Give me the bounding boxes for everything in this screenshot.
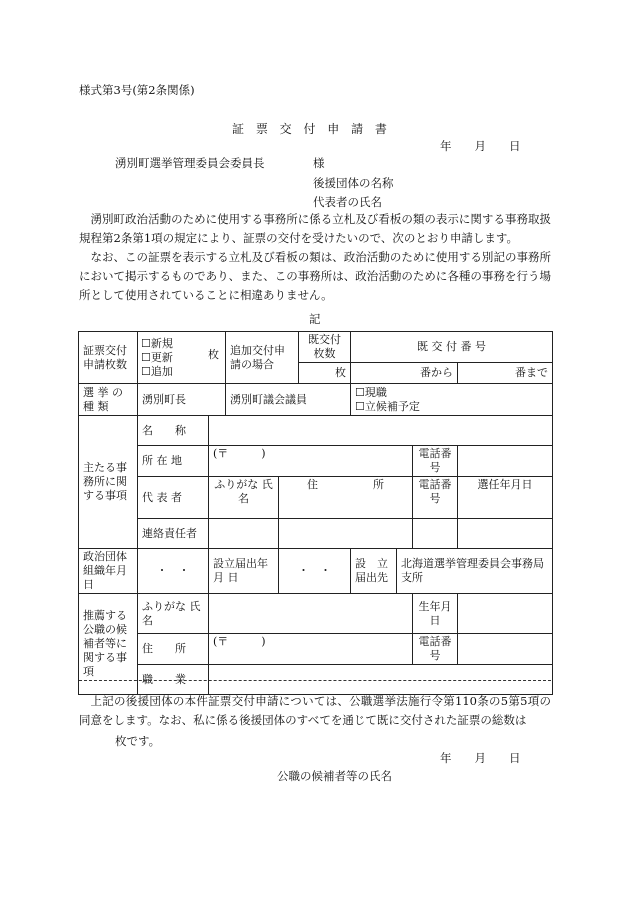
candidate-plan-checkbox[interactable]: ☐立候補予定: [355, 399, 420, 413]
separator-line: [79, 680, 551, 681]
rep-furigana-name-label: ふりがな 氏 名: [209, 477, 279, 519]
candidate-postal-field[interactable]: (〒 ): [209, 634, 413, 665]
ki-label: 記: [309, 312, 321, 326]
org-date-field[interactable]: ・ ・: [138, 549, 209, 594]
consent-date: 年 月 日: [440, 751, 521, 765]
office-phone-field[interactable]: [458, 446, 553, 477]
filing-dest-label: 設 立 届出先: [351, 549, 397, 594]
applicant-org-label: 後援団体の名称: [313, 176, 394, 190]
applicant-rep-label: 代表者の氏名: [313, 195, 382, 209]
contact-person-label: 連絡責任者: [138, 519, 209, 549]
rep-address-label: 住 所: [279, 477, 413, 519]
issued-count-label: 既交付枚数: [299, 332, 351, 363]
addressee: 湧別町選挙管理委員会委員長: [115, 156, 265, 170]
filing-destination: 北海道選挙管理委員会事務局 支所: [397, 549, 553, 594]
occupation-label: 職 業: [138, 665, 209, 695]
contact-phone-field[interactable]: [413, 519, 458, 549]
council-option: 湧別町議会議員: [226, 384, 351, 416]
application-table: [78, 331, 589, 695]
birth-date-label: 生年月日: [413, 594, 458, 634]
issued-count-unit: 枚: [299, 363, 351, 384]
application-paragraph: 湧別町政治活動のために使用する事務所に係る立札及び看板の類の表示に関する事務取扱規程第2条第1項の規定により、証票の交付を受けたいので、次のとおり申請します。: [79, 212, 551, 245]
org-date-label: 政治団体組織年月日: [79, 549, 138, 594]
cert-count-label: 証票交付申請枚数: [79, 332, 138, 384]
declaration-paragraph: なお、この証票を表示する立札及び看板の類は、政治活動のために使用する別記の事務所において掲示するものであり、また、この事務所は、政治活動のために各種の事務を行う場所として使用されていることに相違ありません。: [79, 250, 551, 302]
new-checkbox[interactable]: ☐新規: [141, 336, 173, 350]
candidate-name-field[interactable]: [209, 594, 413, 634]
document-title: 証 票 交 付 申 請 書: [232, 122, 391, 136]
contact-date-field[interactable]: [458, 519, 553, 549]
renew-checkbox[interactable]: ☐更新: [141, 350, 173, 364]
representative-label: 代 表 者: [138, 477, 209, 519]
contact-person-field[interactable]: [209, 519, 279, 549]
number-to: 番まで: [458, 363, 553, 384]
candidate-label: 推薦する公職の候補者等に関する事項: [79, 594, 138, 695]
honorific: 様: [313, 156, 325, 170]
office-name-label: 名 称: [138, 416, 209, 446]
mayor-option: 湧別町長: [138, 384, 226, 416]
office-location-label: 所 在 地: [138, 446, 209, 477]
incumbent-checkbox[interactable]: ☐現職: [355, 385, 387, 399]
candidate-name-label: ふりがな 氏 名: [138, 594, 209, 634]
add-checkbox[interactable]: ☐追加: [141, 364, 173, 378]
filing-date-field[interactable]: ・ ・: [279, 549, 351, 594]
election-type-label: 選 挙 の 種 類: [79, 384, 138, 416]
rep-phone-label: 電話番号: [413, 477, 458, 519]
office-label: 主たる事務所に関する事項: [79, 416, 138, 549]
contact-address-field[interactable]: [279, 519, 413, 549]
number-from: 番から: [351, 363, 458, 384]
candidate-phone-label: 電話番号: [413, 634, 458, 665]
office-postal-field[interactable]: (〒 ): [209, 446, 413, 477]
filing-date-label: 設立届出年 月 日: [209, 549, 279, 594]
total-count-text: 枚です。: [115, 734, 161, 748]
additional-case-label: 追加交付申請の場合: [226, 332, 299, 384]
office-phone-label: 電話番号: [413, 446, 458, 477]
consent-paragraph: 上記の後援団体の本件証票交付申請については、公職選挙法施行令第110条の5第5項の同意をします。なお、私に係る後援団体のすべてを通じて既に交付された証票の総数は: [79, 694, 551, 727]
office-name-field[interactable]: [209, 416, 553, 446]
count-unit: 枚: [208, 348, 220, 361]
birth-date-field[interactable]: [458, 594, 553, 634]
candidate-phone-field[interactable]: [458, 634, 553, 665]
candidate-address-label: 住 所: [138, 634, 209, 665]
application-date: 年 月 日: [440, 139, 521, 153]
form-number: 様式第3号(第2条関係): [79, 83, 195, 97]
rep-term-date-label: 選任年月日: [458, 477, 553, 519]
issued-number-label: 既 交 付 番 号: [351, 332, 553, 363]
candidate-signature-label: 公職の候補者等の氏名: [277, 769, 392, 783]
